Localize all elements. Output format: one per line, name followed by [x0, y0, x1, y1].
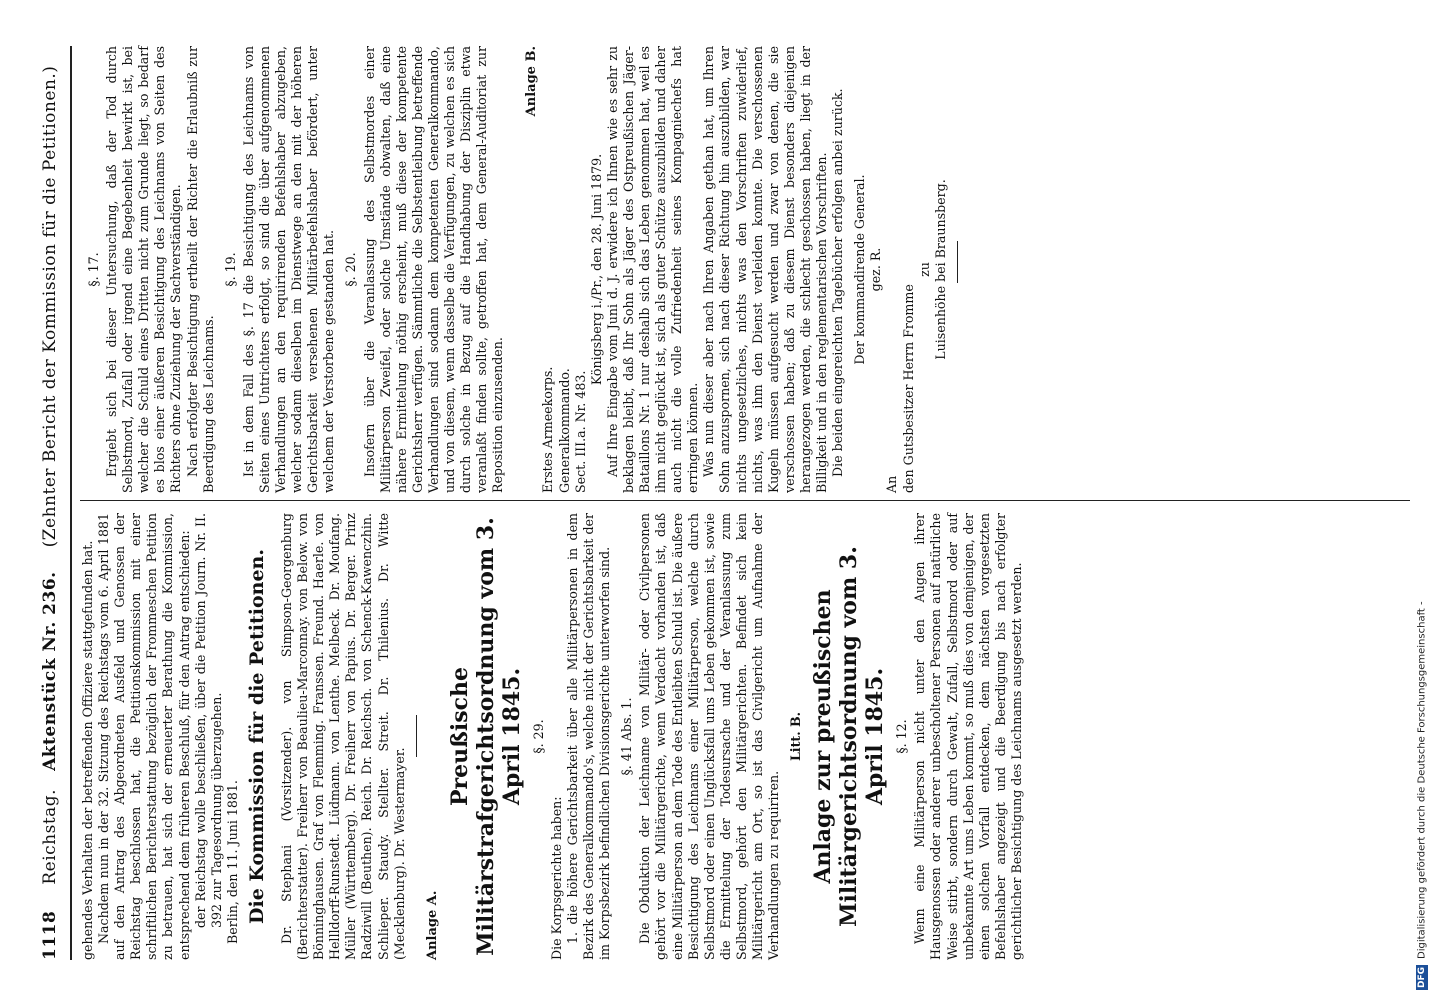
digitization-credit [1412, 6, 1432, 990]
letter-head: Erstes Armeekorps. Generalkommando. Sect. III.a. Nr. 483. [540, 366, 588, 493]
header-report: (Zehnter Bericht der Kommission für die Petitionen.) [40, 65, 60, 548]
section-41-heading: §. 41 Abs. 1. [619, 697, 635, 776]
right-column [80, 46, 1410, 493]
addressee-name: den Gutsbesitzer Herrn Fromme [900, 284, 916, 493]
left-column [80, 513, 1410, 960]
section-29-heading: §. 29. [530, 719, 546, 754]
letter-paragraph: Was nun dieser aber nach Ihren Angaben gethan hat, um Ihren Sohn anzuspornen, sich nach dieser Richtung hin auszubilden, war nichts ungesetzliches, nichts was den Vorschriften zuwiderlief, nichts, was ihm den Dienst verleiden konnte. Die verschossenen Kugeln müssen aufgesucht werden und zwar von denen, die sie verschossen haben; daß zu diesem Dienst besonders diejenigen herangezogen werden, die schlecht geschossen haben, liegt in der Billigkeit und in den reglementarischen Vorschriften. [701, 46, 830, 493]
annex-b-label: Anlage B. [524, 46, 540, 117]
section-12-heading: §. 12. [894, 719, 910, 754]
column-separator [80, 500, 1410, 501]
header-aktenstueck: Aktenstück Nr. 236. [40, 571, 60, 771]
commission-title: Die Kommission für die Petitionen. [245, 549, 268, 924]
running-header [40, 46, 68, 960]
letter-paragraph: Die beiden eingereichten Tagebücher erfolgen anbei zurück. [830, 88, 846, 477]
addressee-an: An [884, 475, 900, 493]
letter-place-date: Königsberg i./Pr., den 28. Juni 1879. [588, 153, 604, 386]
annex-title-2: Anlage zur preußischen Militärgerichtsordnung vom 3. April 1845. [810, 546, 889, 927]
signature: gez. R. [868, 247, 884, 292]
paragraph: Ist in dem Fall des §. 17 die Besichtigung des Leichnams von Seiten eines Untrichters erfolgt, so sind die über aufgenommenen Verhandlungen an den requirirenden Befehlshaber abzugeben, welcher sodann dieselben im Dienstwege an den mit der höheren Gerichtsbarkeit versehenen Militärbefehlshaber befördert, unter welchem der Verstorbene gestanden hat. [240, 46, 337, 493]
page-number: 1118 [40, 910, 60, 960]
divider [957, 241, 958, 283]
date-line: Berlin, den 11. Juni 1881. [224, 780, 240, 944]
page-content [40, 46, 1410, 960]
member-list: Dr. Stephani (Vorsitzender). von Simpson-Georgenburg (Berichterstatter). Freiherr von Beaulieu-Marconnay. von Below. von Bönninghausen. Graf von Flemming. Franssen. Freund. Haerle. von Hellldorff-Runstedt. Lüdmann. von Lenthe. Melbeck. Dr. Moufang. Müller (Württemberg). Dr. Freiherr von Papius. Dr. Berger. Prinz Radziwill (Beuthen). Reich. Dr. Reichsch. von Schenck-Kawenczhin. Schlieper. Staudy. Stellter. Streit. Dr. Thilenius. Dr. Witte (Mecklenburg). Dr. Westermayer. [278, 513, 407, 960]
motion-text: der Reichstag wolle beschließen, über die Petition Journ. Nr. II. 392 zur Tagesordnung überzugehen. [192, 513, 224, 928]
section-19-heading: §. 19. [222, 252, 238, 287]
header-reichstag: Reichstag. [40, 788, 60, 885]
section-17-heading: §. 17. [86, 252, 101, 287]
paragraph: Die Korpsgerichte haben: [548, 796, 564, 960]
annex-a-title: Preußische Militärstrafgerichtsordnung vom 3. April 1845. [446, 517, 525, 956]
divider [416, 716, 417, 758]
paragraph: Wenn eine Militärperson nicht unter den Augen ihrer Hausgenossen oder anderer unbescholtener Personen auf natürliche Weise stirbt, sondern durch Gewalt, Zufall, Selbstmord oder auf unbekannte Art ums Leben kommt, so muß dies von demjenigen, der einen solchen Vorfall entdecken, dem nächsten vorgesetzten Befehlshaber angezeigt und die Beerdigung bis nach erfolgter gerichtlicher Besichtigung des Leichnams ausgesetzt werden. [912, 513, 1024, 960]
annex-a-label: Anlage A. [424, 890, 440, 960]
credit-text: Digitalisierung gefördert durch die Deutsche Forschungsgemeinschaft - [1416, 601, 1428, 959]
paragraph: gehendes Verhalten der betreffenden Offiziere stattgefunden hat. [80, 540, 95, 960]
letter-paragraph: Auf Ihre Eingabe vom Juni d. J. erwidere ich Ihnen wie es sehr zu beklagen bleibt, daß Ihr Sohn als Jäger des Ostpreußischen Jäger-Bataillons Nr. 1 nur deshalb sich das Leben genommen hat, weil es ihm nicht geglückt ist, sich als guter Schütze auszubilden und daher auch nicht die volle Zufriedenheit seines Kompagniechefs hat erringen können. [604, 46, 701, 493]
addressee-place: Luisenhöhe bei Braunsberg. [932, 179, 948, 360]
header-rule [70, 46, 72, 960]
section-20-heading: §. 20. [343, 252, 359, 287]
paragraph: Insofern über die Veranlassung des Selbstmordes einer Militärperson Zweifel, oder solche Umstände obwalten, daß eine nähere Ermittelung nöthig erscheint, muß diese der kompetente Gerichtsherr verfügen. Sämmtliche die Selbstentleibung betreffende Verhandlungen sind sodann dem kompetenten Generalkommando, und von diesem, wenn dasselbe die Verfügungen, zu welchen es sich durch solche in Bezug auf die Handhabung der Disziplin etwa veranlaßt finden sollte, getroffen hat, dem General-Auditoriat zur Reposition einzusenden. [361, 46, 506, 493]
dfg-logo: DFG [1417, 966, 1427, 988]
paragraph: 1. die höhere Gerichtsbarkeit über alle Militärpersonen in dem Bezirk des Generalkommando's, welche nicht der Gerichtsbarkeit der im Korpsbezirk befindlichen Divisionsgerichte unterworfen sind. [564, 513, 613, 960]
paragraph: Nach erfolgter Besichtigung ertheilt der Richter die Erlaubniß zur Beerdigung des Leichnams. [184, 46, 216, 493]
addressee-zu: zu [916, 262, 932, 277]
litt-b-label: Litt. B. [788, 711, 804, 762]
paragraph: Nachdem nun in der 32. Sitzung des Reichstags vom 6. April 1881 auf den Antrag des Abgeordneten Ausfeld und Genossen der Reichstag beschlossen hat, die Petitionskommission mit einer schriftlichen Berichterstattung bezüglich der Frommeschen Petition zu betrauen, hat sich der erneuerter Berathung die Kommission, entsprechend dem früheren Beschluß, für den Antrag entschieden: [96, 513, 192, 960]
paragraph: Ergiebt sich bei dieser Untersuchung, daß der Tod durch Selbstmord, Zufall oder irgend eine Begebenheit bewirkt ist, bei welcher die Schuld eines Dritten nicht zum Grunde liegt, so bedarf es blos einer äußeren Besichtigung des Leichnams von Seiten des Richters ohne Zuziehung der Sachverständigen. [104, 46, 184, 493]
paragraph: Die Obduktion der Leichname von Militär- oder Civilpersonen gehört vor die Militärgerichte, wenn Verdacht vorhanden ist, daß eine Militärperson an dem Tode des Entleibten Schuld ist. Die äußere Besichtigung des Leichnams einer Militärperson, welche durch Selbstmord oder einen Unglücksfall ums Leben gekommen ist, sowie die Ermittelung der Todesursache und der Veranlassung zum Selbstmord, gehört den Militärgerichten. Befindet sich kein Militärgericht am Ort, so ist das Civilgericht um Aufnahme der Verhandlungen zu requiriren. [637, 513, 782, 960]
signature-role: Der kommandirende General. [852, 174, 868, 365]
